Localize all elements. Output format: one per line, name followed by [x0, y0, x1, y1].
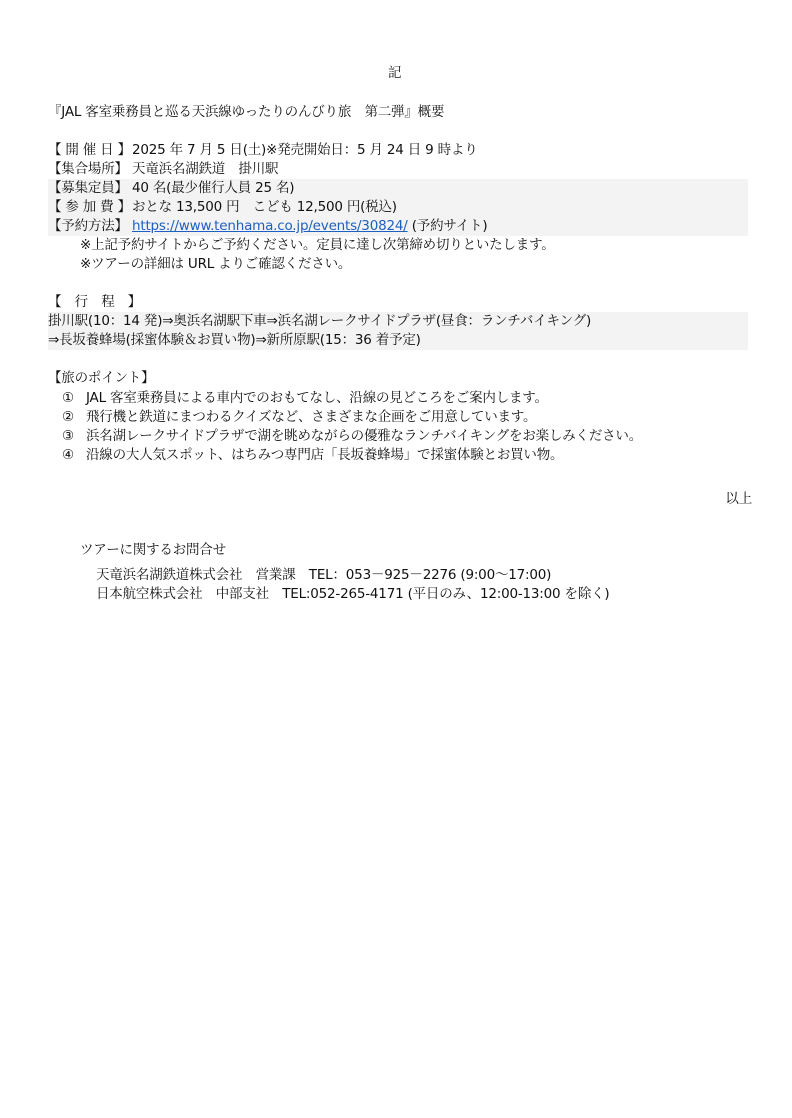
info-row-capacity: [48, 179, 748, 198]
reservation-suffix: (予約サイト): [411, 218, 488, 234]
info-row-meeting-place: [48, 160, 748, 179]
info-value: おとな 13,500 円 こども 12,500 円(税込): [132, 199, 397, 215]
point-number: ①: [62, 390, 74, 406]
closing-ijou: 以上: [725, 491, 752, 507]
contact-line: 天竜浜名湖鉄道株式会社 営業課 TEL：053－925－2276 (9:00～17:00): [96, 567, 552, 583]
info-label: 【 参 加 費 】: [48, 199, 131, 215]
overview-title: 『JAL 客室乗務員と巡る天浜線ゆったりのんびり旅 第二弾』概要: [48, 104, 445, 120]
note-line: ※ツアーの詳細は URL よりご確認ください。: [80, 256, 352, 272]
point-text: 浜名湖レークサイドプラザで湖を眺めながらの優雅なランチバイキングをお楽しみください。: [86, 428, 643, 444]
reservation-link[interactable]: https://www.tenhama.co.jp/events/30824/: [132, 218, 408, 234]
point-number: ②: [62, 409, 74, 425]
info-row-date: [48, 141, 748, 160]
info-label: 【集合場所】: [48, 161, 128, 177]
contact-line: 日本航空株式会社 中部支社 TEL:052-265-4171 (平日のみ、12:00-13:00 を除く): [96, 586, 610, 602]
info-value: 天竜浜名湖鉄道 掛川駅: [132, 161, 279, 177]
point-item: [62, 446, 563, 465]
info-value: 40 名(最少催行人員 25 名): [132, 180, 295, 196]
point-text: 沿線の大人気スポット、はちみつ専門店「長坂養蜂場」で採蜜体験とお買い物。: [86, 447, 564, 463]
point-number: ④: [62, 447, 74, 463]
heading-ki: 記: [388, 65, 402, 81]
info-row-fee: [48, 198, 748, 217]
point-item: [62, 408, 536, 427]
info-label: 【予約方法】: [48, 218, 128, 234]
point-item: [62, 427, 642, 446]
info-row-reservation: [48, 217, 748, 236]
note-line: ※上記予約サイトからご予約ください。定員に達し次第締め切りといたします。: [80, 237, 555, 253]
point-text: 飛行機と鉄道にまつわるクイズなど、さまざまな企画をご用意しています。: [86, 409, 537, 425]
itinerary-title: 【 行 程 】: [48, 294, 142, 310]
points-title: 【旅のポイント】: [48, 370, 155, 386]
info-label: 【 開 催 日 】: [48, 142, 131, 158]
info-label: 【募集定員】: [48, 180, 128, 196]
itinerary-line: ⇒長坂養蜂場(採蜜体験＆お買い物)⇒新所原駅(15：36 着予定): [48, 331, 748, 350]
point-item: [62, 389, 548, 408]
info-value: 2025 年 7 月 5 日(土)※発売開始日：5 月 24 日 9 時より: [132, 142, 478, 158]
point-text: JAL 客室乗務員による車内でのおもてなし、沿線の見どころをご案内します。: [86, 390, 548, 406]
itinerary-line: 掛川駅(10：14 発)⇒奥浜名湖駅下車⇒浜名湖レークサイドプラザ(昼食：ランチバイキング): [48, 312, 748, 331]
point-number: ③: [62, 428, 74, 444]
contact-heading: ツアーに関するお問合せ: [80, 542, 226, 558]
